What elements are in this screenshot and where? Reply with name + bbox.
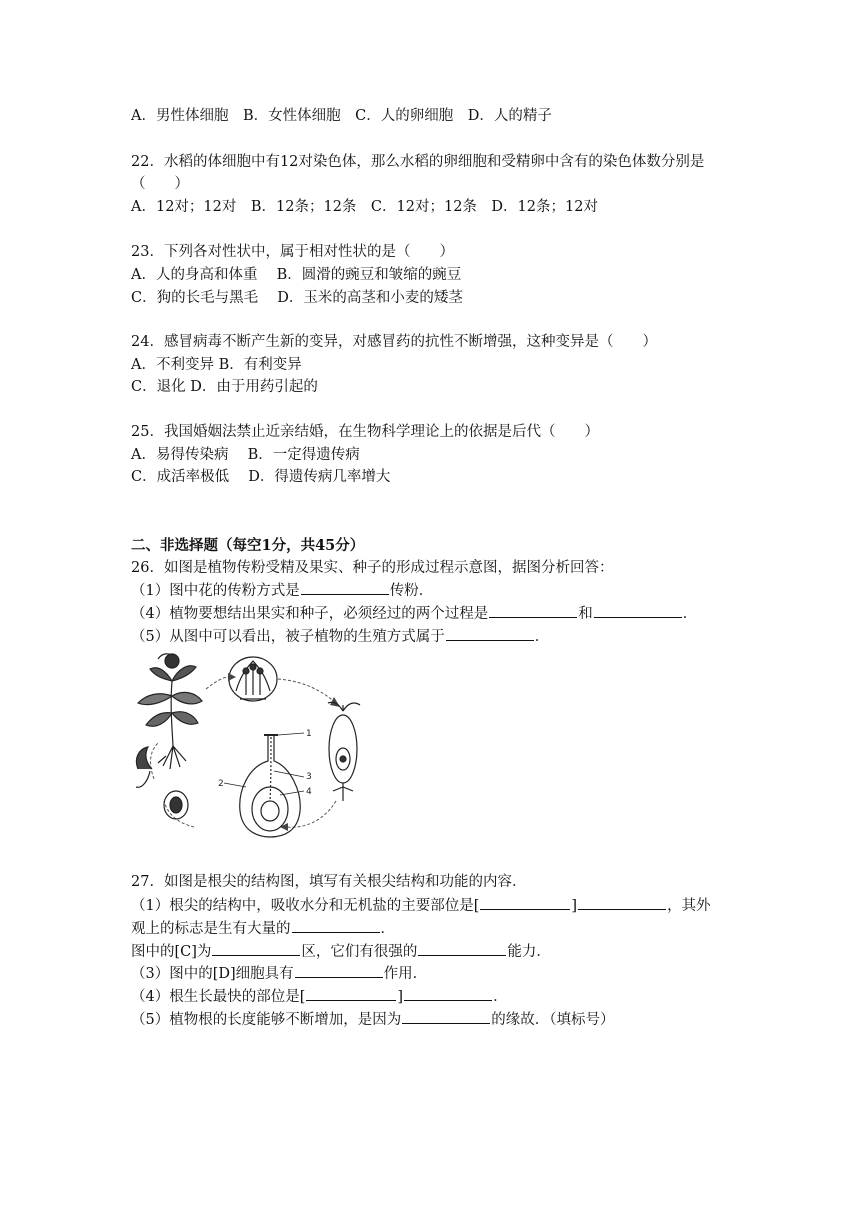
seed-drawings	[136, 747, 188, 819]
label-4: 4	[306, 787, 312, 797]
q22-paren: （ ）	[131, 176, 189, 192]
q23-stem: 23．下列各对性状中，属于相对性状的是（ ）	[131, 244, 454, 260]
q26-part5-text-a: （5）从图中可以看出，被子植物的生殖方式属于	[131, 629, 445, 645]
q27-blank-name1[interactable]	[578, 895, 666, 910]
q27-blank-function-d[interactable]	[295, 963, 383, 978]
q23-options-ab: A．人的身高和体重 B．圆滑的豌豆和皱缩的豌豆	[131, 267, 462, 283]
q24-stem: 24．感冒病毒不断产生新的变异，对感冒药的抗性不断增强，这种变异是（ ）	[131, 334, 657, 350]
q27-part3	[131, 963, 427, 984]
q26-blank-process1[interactable]	[489, 603, 577, 618]
q24-options-cd: C．退化 D．由于用药引起的	[131, 379, 318, 395]
q27-stem: 27．如图是根尖的结构图，填写有关根尖结构和功能的内容．	[131, 874, 527, 890]
q27-c-text-b: 区，它们有很强的	[301, 944, 418, 960]
q27-part1	[131, 895, 711, 916]
q21-options: A．男性体细胞 B．女性体细胞 C．人的卵细胞 D．人的精子	[131, 108, 552, 124]
arrow-heads	[228, 673, 340, 831]
q25-options-cd: C．成活率极低 D．得遗传病几率增大	[131, 469, 391, 485]
developing-fruit-drawing	[328, 702, 360, 801]
q27-part1-text-c: ，其外	[667, 898, 711, 914]
q27-part4	[131, 986, 508, 1007]
q27-blank-name-fastest[interactable]	[404, 986, 492, 1001]
q26-part1	[131, 580, 433, 601]
label-2: 2	[218, 779, 224, 789]
label-3: 3	[306, 772, 312, 782]
q26-part4-text-b: 和	[578, 606, 593, 622]
q26-part4-text-a: （4）植物要想结出果实和种子，必须经过的两个过程是	[131, 606, 489, 622]
q27-part-c	[131, 941, 551, 962]
q26-part5-text-b: ．	[534, 629, 550, 645]
q27-c-text-c: 能力．	[507, 944, 551, 960]
q27-blank-label1[interactable]	[480, 895, 570, 910]
q26-stem: 26．如图是植物传粉受精及果实、种子的形成过程示意图，据图分析回答：	[131, 560, 614, 576]
q26-blank-pollination[interactable]	[301, 580, 389, 595]
q27-blank-root-hair[interactable]	[292, 918, 380, 933]
pollination-cycle-figure	[128, 651, 370, 847]
pistil-drawing	[224, 733, 304, 837]
q27-blank-reason[interactable]	[402, 1009, 490, 1024]
q27-blank-zone-c[interactable]	[212, 941, 300, 956]
q26-blank-reproduction[interactable]	[446, 626, 534, 641]
q26-blank-process2[interactable]	[594, 603, 682, 618]
q25-options-ab: A．易得传染病 B．一定得遗传病	[131, 447, 360, 463]
q27-part4-text-c: ．	[493, 989, 508, 1005]
q27-part5-text-b: 的缘故．（填标号）	[491, 1012, 615, 1028]
q27-part4-text-b: ]	[397, 989, 404, 1005]
q22-stem: 22．水稻的体细胞中有12对染色体，那么水稻的卵细胞和受精卵中含有的染色体数分别是	[131, 154, 705, 170]
q26-part5	[131, 626, 549, 647]
section-title: 二、非选择题（每空1分，共45分）	[131, 537, 365, 554]
q27-part4-text-a: （4）根生长最快的部位是[	[131, 989, 306, 1005]
q27-part5	[131, 1009, 614, 1030]
q24-options-ab: A．不利变异 B．有利变异	[131, 357, 302, 373]
q27-part1-text-d: 观上的标志是生有大量的	[131, 921, 291, 937]
q27-part3-text-a: （3）图中的[D]细胞具有	[131, 966, 294, 982]
q23-options-cd: C．狗的长毛与黑毛 D．玉米的高茎和小麦的矮茎	[131, 290, 463, 306]
q26-part4	[131, 603, 697, 624]
q27-blank-label-fastest[interactable]	[306, 986, 396, 1001]
q25-stem: 25．我国婚姻法禁止近亲结婚，在生物科学理论上的依据是后代（ ）	[131, 424, 599, 440]
q27-c-text-a: 图中的[C]为	[131, 944, 212, 960]
q26-part1-text-a: （1）图中花的传粉方式是	[131, 583, 300, 599]
q27-part1-text-a: （1）根尖的结构中，吸收水分和无机盐的主要部位是[	[131, 898, 480, 914]
q27-part3-text-b: 作用．	[383, 966, 428, 982]
q27-blank-ability[interactable]	[418, 941, 506, 956]
q27-part1-cont	[131, 918, 395, 939]
q22-options: A．12对；12对 B．12条；12条 C．12对；12条 D．12条；12对	[131, 199, 598, 215]
q26-part4-text-c: ．	[682, 606, 698, 622]
q27-part1-text-b: ]	[571, 898, 578, 914]
flowering-plant-drawing	[138, 654, 202, 769]
q27-part5-text-a: （5）植物根的长度能够不断增加，是因为	[131, 1012, 402, 1028]
label-1: 1	[306, 729, 312, 739]
q27-part1-text-e: ．	[380, 921, 395, 937]
q26-part1-text-b: 传粉．	[389, 583, 434, 599]
figure-number-labels	[218, 729, 312, 797]
flower-section-drawing	[229, 657, 277, 701]
